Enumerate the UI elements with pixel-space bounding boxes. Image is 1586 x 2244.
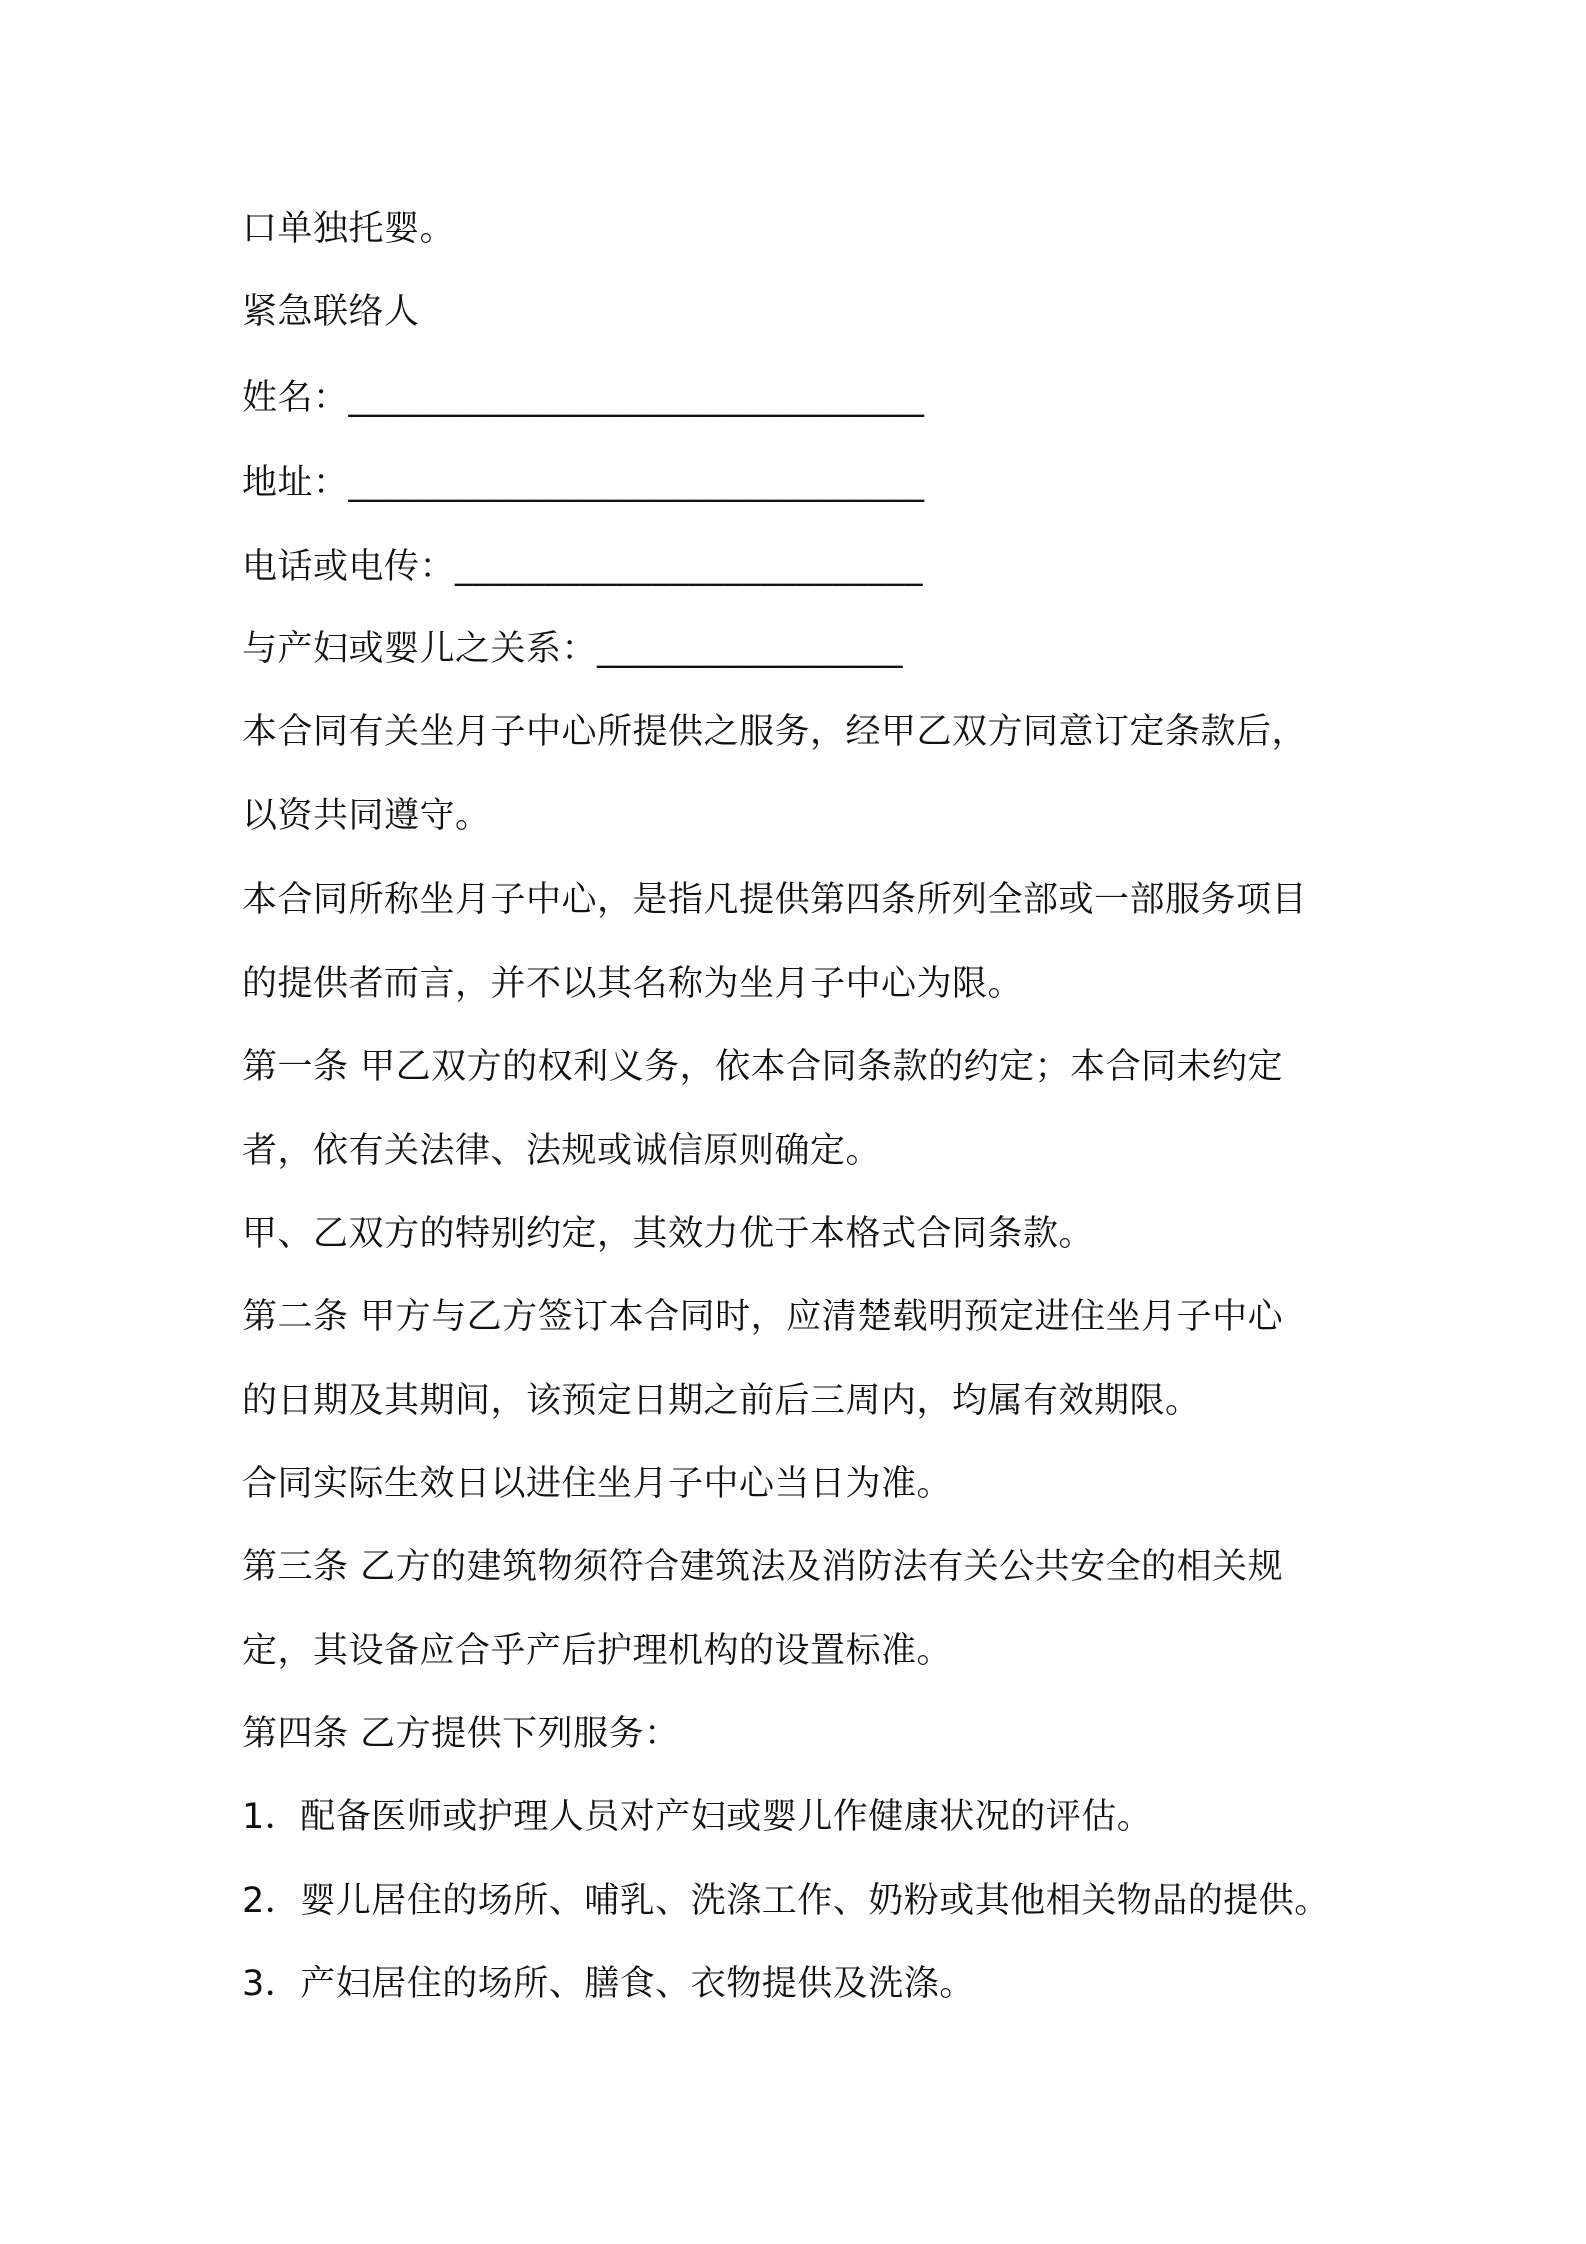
list-item: 1．配备医师或护理人员对产妇或婴儿作健康状况的评估。 xyxy=(242,1797,1153,1837)
list-item: 2．婴儿居住的场所、哺乳、洗涤工作、奶粉或其他相关物品的提供。 xyxy=(242,1881,1330,1921)
address-field-line: 地址：________________________________ xyxy=(242,463,925,503)
list-item: 3．产妇居住的场所、膳食、衣物提供及洗涤。 xyxy=(242,1964,975,2004)
text-line: 合同实际生效日以进住坐月子中心当日为准。 xyxy=(242,1464,953,1504)
article-1-line: 第一条 甲乙双方的权利义务，依本合同条款的约定；本合同未约定 xyxy=(242,1047,1284,1087)
text-line: 定，其设备应合乎产后护理机构的设置标准。 xyxy=(242,1631,953,1671)
text-line: 本合同所称坐月子中心，是指凡提供第四条所列全部或一部服务项目 xyxy=(242,880,1308,920)
relationship-field-line: 与产妇或婴儿之关系：_________________ xyxy=(242,629,904,669)
text-line: 以资共同遵守。 xyxy=(242,796,491,836)
emergency-contact-heading: 紧急联络人 xyxy=(242,292,420,332)
article-4-line: 第四条 乙方提供下列服务： xyxy=(242,1714,680,1754)
text-line: 口单独托婴。 xyxy=(242,209,456,249)
text-line: 的日期及其期间，该预定日期之前后三周内，均属有效期限。 xyxy=(242,1381,1201,1421)
phone-field-line: 电话或电传：__________________________ xyxy=(242,547,924,587)
article-3-line: 第三条 乙方的建筑物须符合建筑法及消防法有关公共安全的相关规 xyxy=(242,1547,1284,1587)
text-line: 本合同有关坐月子中心所提供之服务，经甲乙双方同意订定条款后， xyxy=(242,712,1308,752)
name-field-line: 姓名：________________________________ xyxy=(242,378,925,418)
text-line: 的提供者而言，并不以其名称为坐月子中心为限。 xyxy=(242,964,1024,1004)
text-line: 者，依有关法律、法规或诚信原则确定。 xyxy=(242,1131,882,1171)
article-2-line: 第二条 甲方与乙方签订本合同时，应清楚载明预定进住坐月子中心 xyxy=(242,1297,1284,1337)
text-line: 甲、乙双方的特别约定，其效力优于本格式合同条款。 xyxy=(242,1214,1095,1254)
